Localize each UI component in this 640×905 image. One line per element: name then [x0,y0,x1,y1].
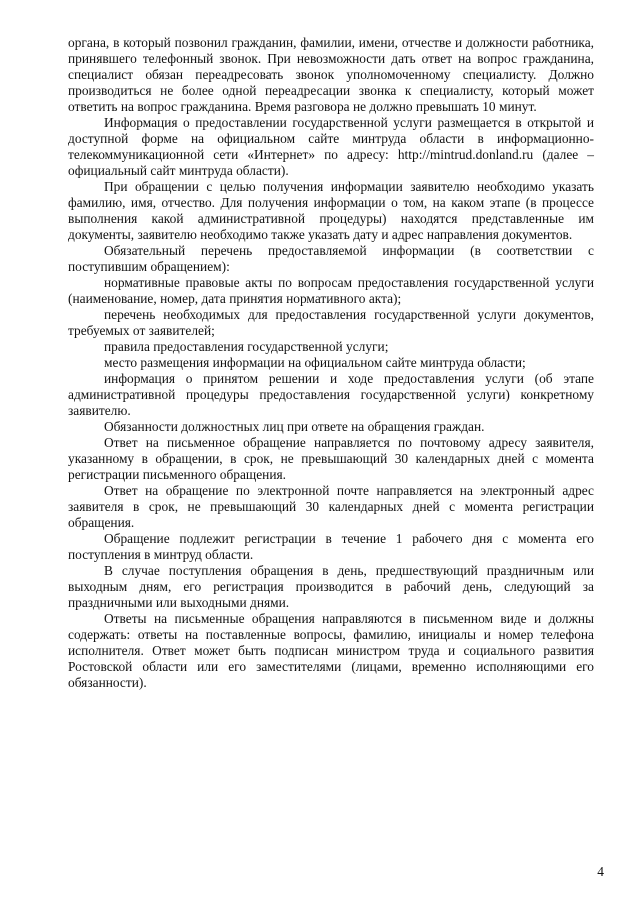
paragraph-request-requirements: При обращении с целью получения информации заявителю необходимо указать фамилию, имя, отчество. Для получения информации о том, на каком этапе (в процессе выполнения какой административной процедуры) находятся представленные им документы, заявителю необходимо также указать дату и адрес направления документов. [68,179,594,242]
page-number: 4 [597,864,604,879]
paragraph-reply-contents: Ответы на письменные обращения направляются в письменном виде и должны содержать: ответы на поставленные вопросы, фамилию, инициалы и номер телефона исполнителя. Ответ может быть подписан министром труда и социального развития Ростовской области или его заместителями (лицами, временно исполняющими его обязанности). [68,611,594,690]
document-body [68,35,594,691]
list-item-placement: место размещения информации на официальном сайте минтруда области; [104,355,526,370]
list-item-rules: правила предоставления государственной услуги; [104,339,389,354]
paragraph-email-reply: Ответ на обращение по электронной почте направляется на электронный адрес заявителя в срок, не превышающий 30 календарных дней с момента регистрации обращения. [68,483,594,530]
paragraph-officials-duties: Обязанности должностных лиц при ответе на обращения граждан. [104,419,485,434]
paragraph-mandatory-list: Обязательный перечень предоставляемой информации (в соответствии с поступившим обращением): [68,243,594,274]
paragraph-registration: Обращение подлежит регистрации в течение 1 рабочего дня с момента его поступления в минтруд области. [68,531,594,562]
list-item-documents: перечень необходимых для предоставления государственной услуги документов, требуемых от заявителей; [68,307,594,338]
list-item-decision-info: информация о принятом решении и ходе предоставления услуги (об этапе административной процедуры предоставления государственной услуги) конкретному заявителю. [68,371,594,418]
paragraph-continuation: органа, в который позвонил гражданин, фамилии, имени, отчестве и должности работника, принявшего телефонный звонок. При невозможности дать ответ на вопрос гражданина, специалист обязан переадресовать звонок уполномоченному специалисту. Должно производиться не более одной переадресации звонка к специалисту, который может ответить на вопрос гражданина. Время разговора не должно превышать 10 минут. [68,35,594,114]
paragraph-website-info: Информация о предоставлении государственной услуги размещается в открытой и доступной форме на официальном сайте минтруда области в информационно-телекоммуникационной сети «Интернет» по адресу: http://mintrud.donland.ru (далее – официальный сайт минтруда области). [68,115,594,178]
paragraph-holiday-registration: В случае поступления обращения в день, предшествующий праздничным или выходным дням, его регистрация производится в рабочий день, следующий за праздничными или выходными днями. [68,563,594,610]
paragraph-written-reply: Ответ на письменное обращение направляется по почтовому адресу заявителя, указанному в обращении, в срок, не превышающий 30 календарных дней с момента регистрации письменного обращения. [68,435,594,482]
list-item-regulations: нормативные правовые акты по вопросам предоставления государственной услуги (наименование, номер, дата принятия нормативного акта); [68,275,594,306]
